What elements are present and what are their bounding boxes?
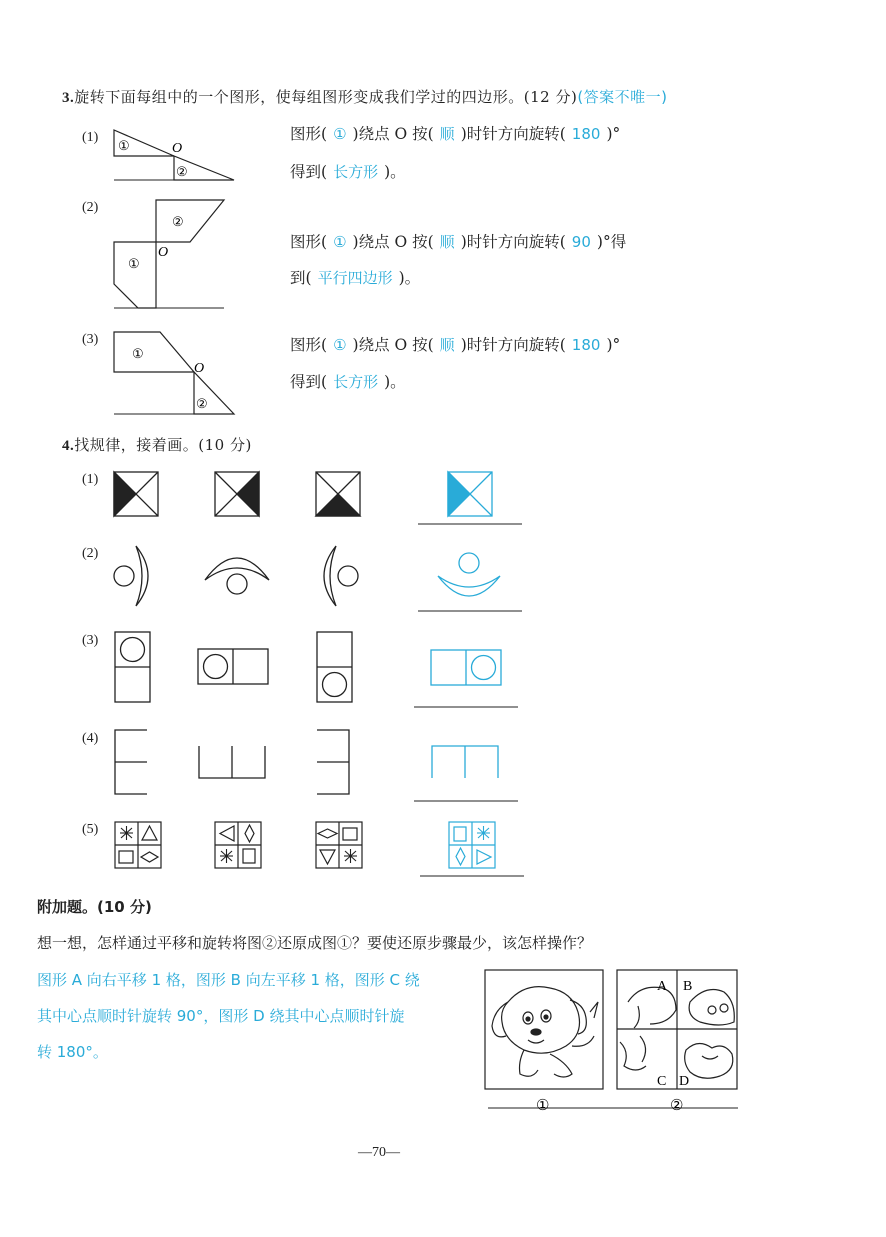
q4-row5-fig2 bbox=[215, 822, 261, 868]
bonus-answer-line3: 转 180°。 bbox=[37, 1043, 108, 1061]
q3-item2-label: (2) bbox=[82, 200, 99, 215]
q4-row5-fig1 bbox=[115, 822, 161, 868]
q3-item3-shape2: ② bbox=[196, 396, 208, 411]
bonus-fig1 bbox=[485, 970, 603, 1089]
q3-item2-point: O bbox=[158, 245, 169, 260]
q4-row1-fig1 bbox=[114, 472, 158, 516]
q3-item3-line2: 得到( 长方形 )。 bbox=[290, 373, 406, 391]
q4-row1-label: (1) bbox=[82, 472, 99, 487]
q3-item3-label: (3) bbox=[82, 332, 99, 347]
q3-item3-line1: 图形( ① )绕点 O 按( 顺 )时针方向旋转( 180 )° bbox=[290, 336, 621, 354]
q4-row4-fig1 bbox=[115, 730, 147, 794]
q4-row3-label: (3) bbox=[82, 633, 99, 648]
q4-row3-answer bbox=[431, 650, 501, 685]
q3-item2-line1: 图形( ① )绕点 O 按( 顺 )时针方向旋转( 90 )°得 bbox=[290, 233, 627, 251]
q3-note: (答案不唯一) bbox=[577, 88, 668, 106]
q3-item2-shape1: ① bbox=[128, 256, 140, 271]
q4-row4-label: (4) bbox=[82, 731, 99, 746]
q4-row3-fig3 bbox=[317, 632, 352, 702]
q3-title: 3.旋转下面每组中的一个图形，使每组图形变成我们学过的四边形。(12 分)(答案不唯一) bbox=[62, 88, 668, 106]
q3-item3-point: O bbox=[194, 361, 205, 376]
q3-item1-shape2: ② bbox=[176, 164, 188, 179]
bonus-title: 附加题。(10 分) bbox=[37, 898, 152, 916]
q3-item1-shape1: ① bbox=[118, 138, 130, 153]
q4-row5-fig3 bbox=[316, 822, 362, 868]
bonus-answer-line1: 图形 A 向右平移 1 格，图形 B 向左平移 1 格，图形 C 绕 bbox=[37, 971, 420, 989]
q4-row4-fig2 bbox=[199, 746, 265, 778]
q4-row2-fig2 bbox=[205, 558, 269, 594]
q3-item2-line2: 到( 平行四边形 )。 bbox=[290, 269, 421, 287]
q4-row2-label: (2) bbox=[82, 546, 99, 561]
q4-row1-answer bbox=[448, 472, 492, 516]
q3-item1-point: O bbox=[172, 141, 183, 156]
q4-row1-fig2 bbox=[215, 472, 259, 516]
q3-item1-line1: 图形( ① )绕点 O 按( 顺 )时针方向旋转( 180 )° bbox=[290, 125, 621, 143]
q4-row2-fig1 bbox=[114, 546, 148, 606]
bonus-question: 想一想，怎样通过平移和旋转将图②还原成图①？要使还原步骤最少，该怎样操作？ bbox=[37, 934, 593, 952]
bonus-fig2-label: ② bbox=[670, 1098, 684, 1114]
q4-row4-fig3 bbox=[317, 730, 349, 794]
bonus-fig2 bbox=[617, 970, 737, 1089]
bonus-figures bbox=[480, 962, 746, 1118]
bonus-fig1-label: ① bbox=[536, 1098, 550, 1114]
q3-item1-line2: 得到( 长方形 )。 bbox=[290, 163, 406, 181]
q4-row1-fig3 bbox=[316, 472, 360, 516]
q3-item3-shape1: ① bbox=[132, 346, 144, 361]
bonus-label-d: D bbox=[679, 1074, 690, 1089]
q4-row3-fig1 bbox=[115, 632, 150, 702]
bonus-answer bbox=[37, 962, 477, 1070]
q4-row2-fig3 bbox=[324, 546, 358, 606]
bonus-label-c: C bbox=[657, 1074, 667, 1089]
q4-title: 4.找规律，接着画。(10 分) bbox=[62, 436, 252, 454]
q4-row5-label: (5) bbox=[82, 822, 99, 837]
bonus-answer-line2: 其中心点顺时针旋转 90°，图形 D 绕其中心点顺时针旋 bbox=[37, 1007, 405, 1025]
bonus-label-b: B bbox=[683, 979, 693, 994]
q4-row4-answer bbox=[432, 746, 498, 778]
q4-row5-answer bbox=[449, 822, 495, 868]
q4-row3-fig2 bbox=[198, 649, 268, 684]
q4-row2-answer bbox=[438, 553, 500, 596]
q3-item1-label: (1) bbox=[82, 130, 99, 145]
q3-item2-shape2: ② bbox=[172, 214, 184, 229]
bonus-label-a: A bbox=[657, 979, 668, 994]
page-number: —70— bbox=[358, 1145, 400, 1160]
